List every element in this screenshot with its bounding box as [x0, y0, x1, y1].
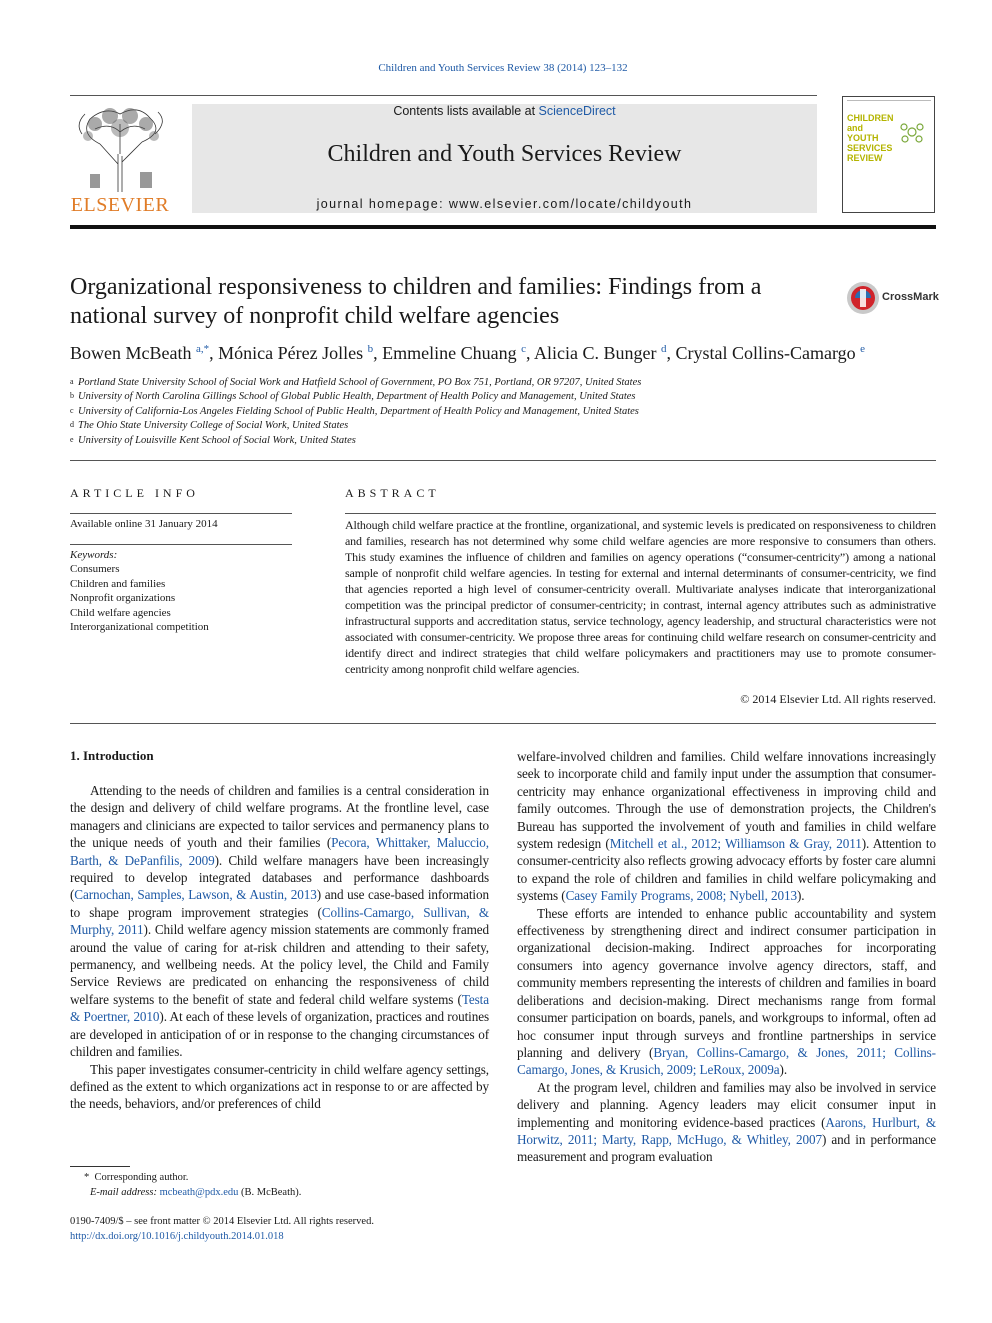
article-title: Organizational responsiveness to children and families: Findings from a national survey of nonprofit child welfare agencies: [70, 274, 762, 329]
email-link[interactable]: mcbeath@pdx.edu: [159, 1187, 239, 1198]
corresponding-author-footnote: [70, 1170, 301, 1200]
author-affiliation-mark[interactable]: c: [521, 343, 526, 355]
body-paragraph: [70, 1061, 489, 1113]
affiliation-mark: b: [70, 391, 74, 401]
available-online-date: Available online 31 January 2014: [70, 518, 218, 530]
keyword: Interorganizational competition: [70, 621, 209, 634]
issn-line: 0190-7409/$ – see front matter © 2014 Elsevier Ltd. All rights reserved.: [70, 1216, 374, 1227]
article-info-rule: [70, 513, 292, 514]
citation-link[interactable]: Collins-Camargo, Sullivan, & Murphy, 2011: [70, 904, 489, 938]
citation-link[interactable]: Testa & Poertner, 2010: [70, 991, 489, 1025]
body-paragraph: [517, 1079, 936, 1166]
abstract-copyright: © 2014 Elsevier Ltd. All rights reserved.: [740, 692, 936, 706]
corresponding-label: Corresponding author.: [94, 1172, 189, 1183]
article-info-heading: ARTICLE INFO: [70, 486, 199, 500]
paragraph-text: ). At each of these levels of organization, practices and routines are developed in anticipation of or in response to the changing circumstances of children and families.: [70, 1009, 489, 1060]
author-name[interactable]: Bowen McBeath: [70, 343, 192, 363]
cover-line: YOUTH: [847, 133, 879, 143]
body-paragraph: [517, 905, 936, 1079]
paragraph-text: welfare-involved children and families. Child welfare innovations increasingly seek to incorporate child and family input under the assumption that consumer-centricity may enhance organizational effectiveness in improving child and family outcomes. Through the use of demonstration projects, the Children's Bureau has supported the involvement of youth and families in child welfare system redesign (: [517, 749, 936, 852]
paragraph-text: At the program level, children and families may also be involved in service delivery and planning. Agency leaders may elicit consumer input in implementing and monitoring evidence-based practices (: [517, 1079, 936, 1130]
citation-link[interactable]: Aarons, Hurlburt, & Horwitz, 2011; Marty, Rapp, McHugo, & Whitley, 2007: [517, 1114, 936, 1147]
affiliation-list: [70, 376, 936, 448]
email-suffix: (B. McBeath).: [238, 1187, 302, 1198]
article-info-rule: [70, 544, 292, 545]
citation-link[interactable]: Casey Family Programs, 2008; Nybell, 2013: [565, 888, 797, 904]
cover-line: CHILDREN: [847, 113, 894, 123]
keywords-list: [70, 548, 209, 634]
cover-emblem-icon: [899, 119, 925, 145]
author-list: Bowen McBeath $^{a,*}$, Mónica Pérez Jolles $^b$, Emmeline Chuang $^c$, Alicia C. Bunger $^d$, Crystal Collins-Camargo $^e$: [70, 343, 866, 363]
paragraph-text: ) and use case-based information to shape program improvement strategies (: [70, 887, 489, 920]
email-line: [70, 1185, 301, 1200]
footnote-rule: [70, 1166, 130, 1167]
author-affiliation-mark[interactable]: e: [860, 343, 866, 355]
abstract-rule: [345, 513, 936, 514]
body-paragraph: [70, 782, 489, 1061]
affiliation-text: The Ohio State University College of Social Work, United States: [78, 420, 349, 432]
cover-title: [847, 113, 894, 163]
doi-link[interactable]: http://dx.doi.org/10.1016/j.childyouth.2014.01.018: [70, 1231, 284, 1242]
journal-reference[interactable]: Children and Youth Services Review 38 (2014) 123–132: [378, 62, 628, 74]
citation-link[interactable]: Mitchell et al., 2012; Williamson & Gray, 2011: [609, 836, 862, 852]
affiliation-text: University of California-Los Angeles Fielding School of Public Health, Department of Health Policy and Management, United States: [78, 405, 639, 417]
contents-line: [192, 104, 817, 118]
section-heading: 1. Introduction: [70, 748, 154, 763]
author-affiliation-mark[interactable]: a,*: [195, 343, 210, 355]
affiliation-item: [70, 405, 936, 419]
paragraph-text: ). Child welfare managers have been increasingly required to develop integrated databases and performance dashboards (: [70, 852, 490, 903]
keywords-label: Keywords:: [70, 549, 118, 561]
affiliation-mark: e: [70, 434, 74, 444]
affiliation-mark: d: [70, 420, 74, 430]
paragraph-text: ) and in performance measurement and program evaluation: [517, 1131, 936, 1165]
crossmark-label: CrossMark: [882, 291, 939, 303]
citation-link[interactable]: Pecora, Whittaker, Maluccio, Barth, & DePanfilis, 2009: [70, 835, 489, 868]
elsevier-wordmark: ELSEVIER: [70, 194, 170, 216]
citation-link[interactable]: Bryan, Collins-Camargo, & Jones, 2011; Collins-Camargo, Jones, & Krusich, 2009; LeRoux, 2009a: [517, 1044, 936, 1078]
sciencedirect-link[interactable]: ScienceDirect: [538, 104, 616, 118]
abstract-bottom-rule: [70, 723, 936, 724]
cover-line: SERVICES: [847, 143, 893, 153]
body-column-left: [70, 782, 489, 1113]
issn-block: [70, 1214, 374, 1244]
affiliation-text: University of Louisville Kent School of Social Work, United States: [78, 434, 356, 446]
journal-homepage[interactable]: journal homepage: www.elsevier.com/locate/childyouth: [316, 197, 693, 211]
paragraph-text: Attending to the needs of children and families is a central consideration in the design and delivery of child welfare programs. At the frontline level, case managers and clinicians are expected to tailor services and permanency plans to the unique needs of youth and their families (: [70, 783, 489, 851]
author-affiliation-mark[interactable]: d: [660, 343, 667, 355]
affiliation-text: Portland State University School of Social Work and Hatfield School of Government, PO Box 751, Portland, OR 97207, United States: [78, 377, 642, 388]
paragraph-text: ). Child welfare agency mission statements are commonly framed around the value of caring for at-risk children and attending to their safety, permanency, and wellbeing needs. At the policy level, the Child and Family Service Reviews are predicated on enhancing the responsiveness of child welfare systems to the benefit of state and federal child welfare systems (: [70, 922, 489, 1007]
header-top-rule: [70, 95, 817, 96]
abstract-heading: ABSTRACT: [345, 486, 440, 500]
affiliation-item: [70, 390, 936, 404]
author-name[interactable]: Crystal Collins-Camargo: [675, 343, 856, 363]
paragraph-text: ).: [779, 1062, 788, 1078]
citation-link[interactable]: Carnochan, Samples, Lawson, & Austin, 2013: [74, 887, 317, 903]
author-name[interactable]: Mónica Pérez Jolles: [218, 343, 364, 363]
body-paragraph: [517, 748, 936, 905]
crossmark-badge[interactable]: [846, 281, 938, 315]
corresponding-line: * Corresponding author.: [84, 1172, 189, 1183]
crossmark-icon: [846, 281, 880, 315]
paragraph-text: This paper investigates consumer-centricity in child welfare agency settings, defined as the extent to which organizations act in response to or are affected by the needs, behaviors, and/or preferences of child: [70, 1061, 489, 1112]
keyword: Nonprofit organizations: [70, 592, 176, 605]
paragraph-text: ). Attention to consumer-centricity also reflects growing advocacy efforts by foster care alumni to expand the role of children and families in child welfare policymaking and systems (: [517, 836, 936, 904]
abstract-text: Although child welfare practice at the frontline, organizational, and systemic levels is predicated on responsiveness to children and families, research has not determined why some child welfare agencies are more responsive to consumers than others. This study examines the influence of children and families on agency operations (“consumer-centricity”) among a national sample of nonprofit child welfare agencies. In testing for external and internal determinants of consumer-centricity, we find that agencies reported a high level of consumer-centricity overall. Multivariate analyses indicate that interorganizational competition was the principal predictor of consumer-centricity; in contrast, internal agency attributes such as administrative infrastructural supports and accreditation status, service technology, agency leadership, and structural characteristics were not associated with consumer-centricity. We propose three areas for continuing child welfare research on consumer-centricity and identify direct and indirect strategies that child welfare policymakers and practitioners may use to promote consumer-centricity among nonprofit child welfare agencies.: [345, 518, 936, 676]
header-thick-rule: [70, 225, 936, 229]
title-block-rule: [70, 460, 936, 461]
cover-header-line: [847, 100, 931, 105]
keyword: Child welfare agencies: [70, 606, 171, 619]
body-column-right: [517, 748, 936, 1166]
cover-line: and: [847, 123, 864, 133]
author-name[interactable]: Emmeline Chuang: [382, 343, 517, 363]
cover-line: REVIEW: [847, 153, 883, 163]
affiliation-item: [70, 376, 936, 390]
affiliation-mark: c: [70, 405, 74, 415]
journal-cover-thumbnail[interactable]: [842, 96, 935, 213]
paragraph-text: ).: [797, 888, 805, 904]
paragraph-text: These efforts are intended to enhance public accountability and system effectiveness by strengthening direct and indirect consumer participation in organizational decision-making. Indirect approaches for incorporating consumers into agency governance involve agency directors, staff, and community members representing the interests of children and families in board deliberations and decision-making. Direct mechanisms range from formal consumer participation on boards, panels, and workgroups to informal, often ad hoc consumer input through surveys and frontline partnerships in service planning and delivery (: [517, 905, 936, 1060]
affiliation-item: [70, 434, 936, 448]
affiliation-text: University of North Carolina Gillings School of Global Public Health, Department of Health Policy and Management, United States: [78, 391, 636, 403]
affiliation-item: [70, 419, 936, 433]
author-affiliation-mark[interactable]: b: [367, 343, 374, 355]
keyword: Consumers: [70, 563, 120, 576]
contents-prefix: Contents lists available at: [393, 104, 539, 118]
email-label: E-mail address:: [90, 1187, 160, 1198]
author-name[interactable]: Alicia C. Bunger: [533, 343, 657, 363]
affiliation-mark: a: [70, 377, 74, 386]
keyword: Children and families: [70, 577, 166, 590]
journal-title: Children and Youth Services Review: [327, 141, 682, 167]
